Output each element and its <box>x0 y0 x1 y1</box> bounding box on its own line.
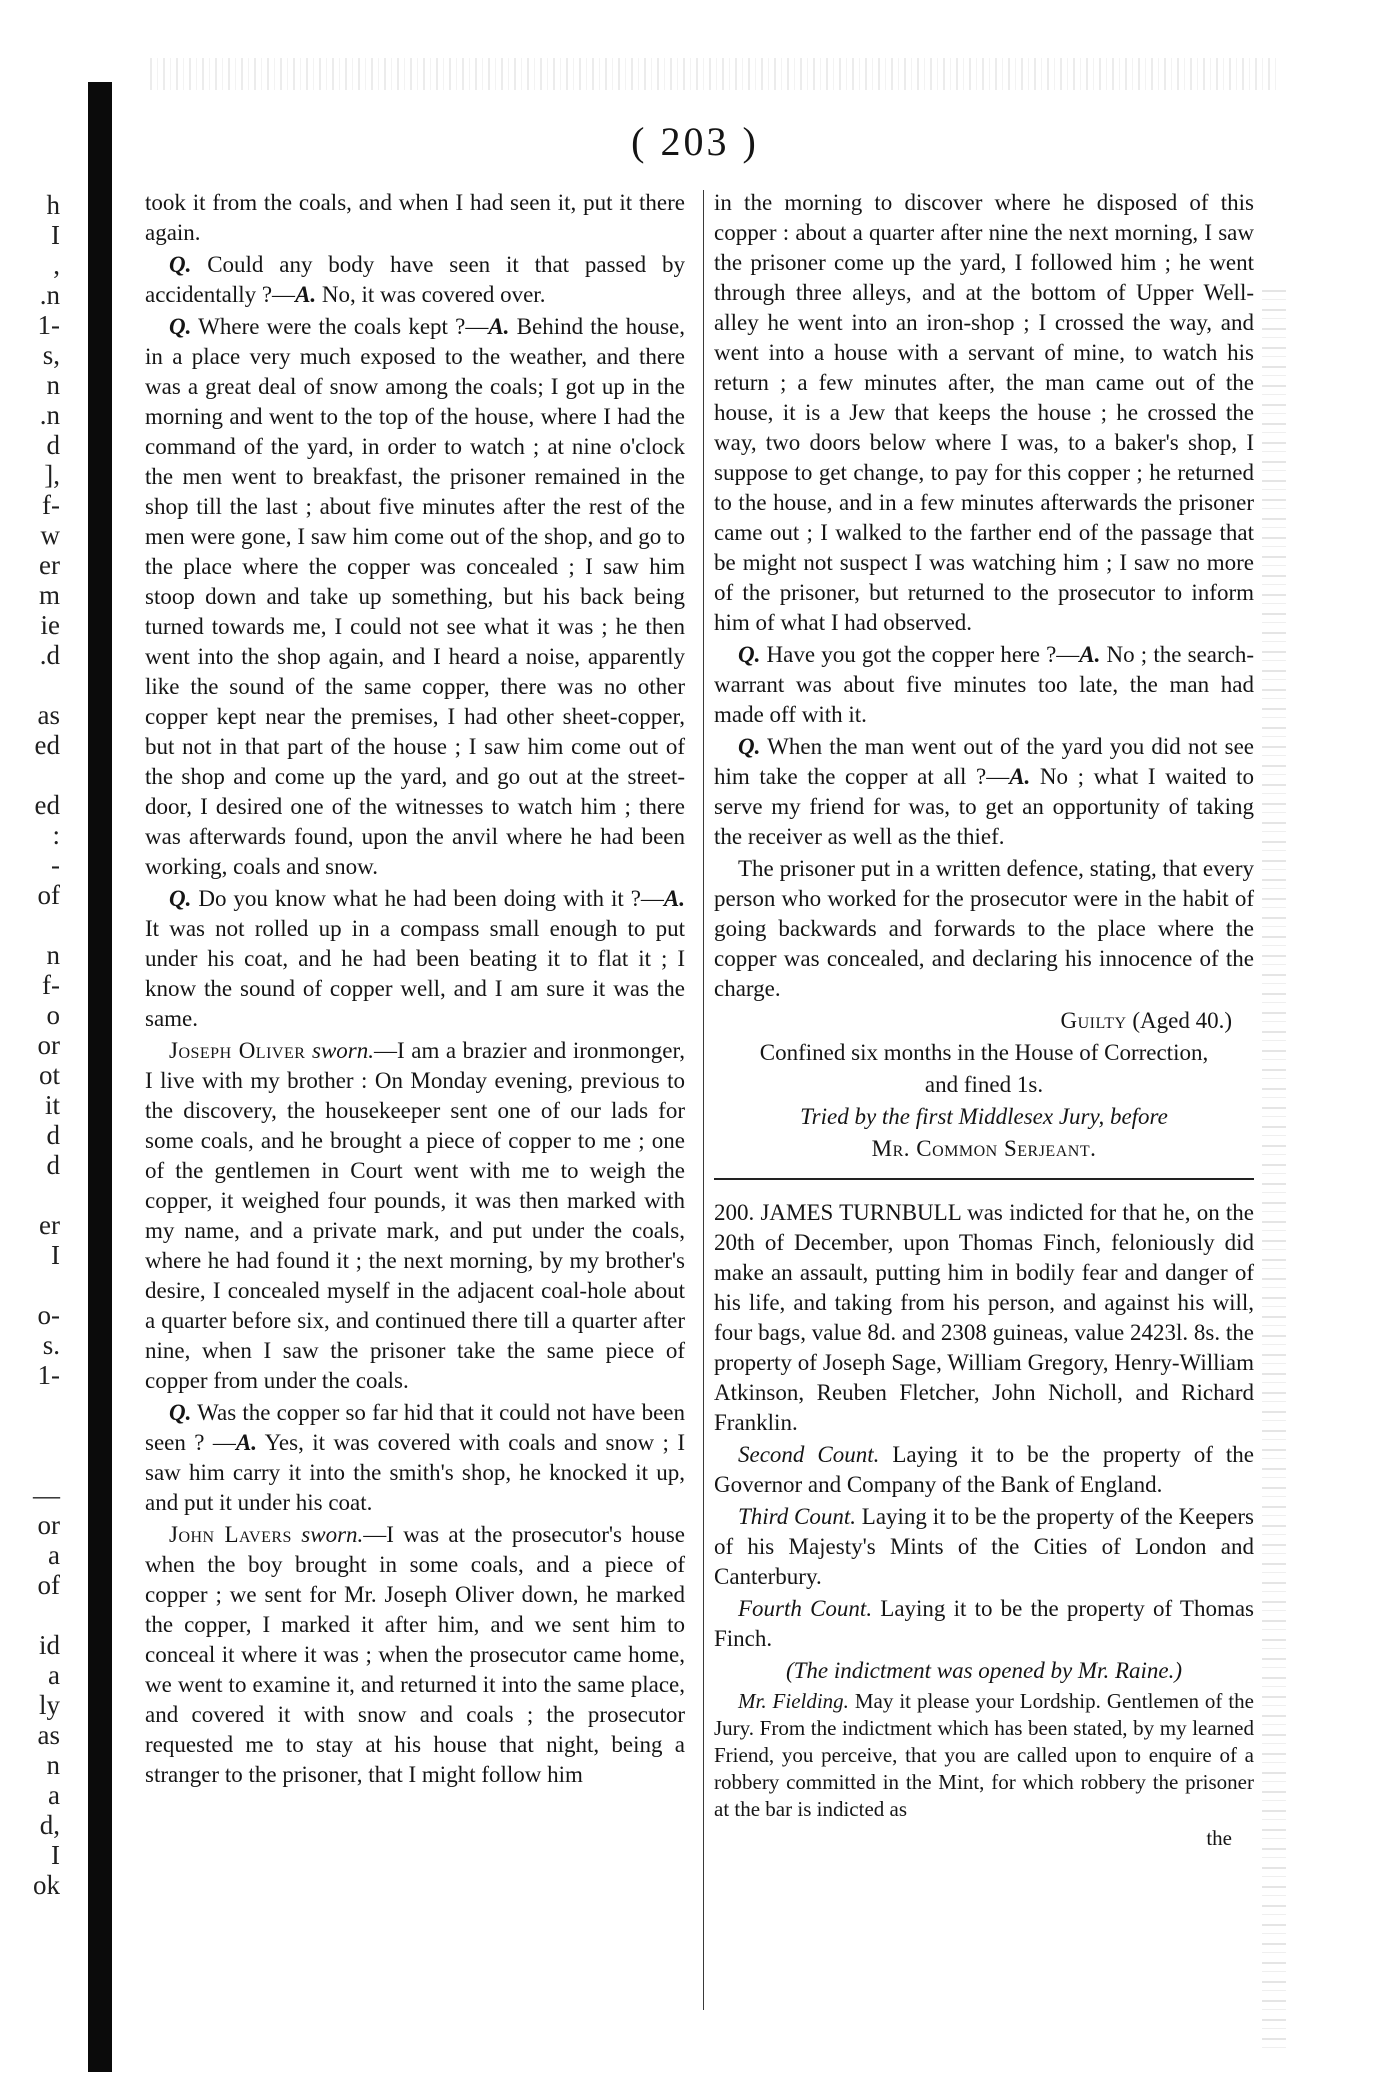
margin-fragment <box>0 1390 60 1420</box>
margin-fragment <box>0 1270 60 1300</box>
answer-marker: A. <box>663 886 685 911</box>
margin-fragment: or <box>37 1510 60 1540</box>
right-edge-scan-noise <box>1262 290 1286 2050</box>
margin-fragment: - <box>51 850 60 880</box>
sentence-fine: and fined 1s. <box>924 1072 1044 1097</box>
margin-fragment: id <box>38 1630 60 1660</box>
right-column-paragraph: Q. When the man went out of the yard you did not see him take the copper at all ?—A. No ; what I waited to serve my friend for was, to get an opportunity of taking the receiver as well as the thief. <box>714 734 1254 849</box>
margin-fragment <box>0 760 60 790</box>
margin-fragment <box>0 1180 60 1210</box>
count-label: Fourth Count. <box>738 1596 873 1621</box>
opened-by-note: (The indictment was opened by Mr. Raine.) <box>785 1658 1183 1683</box>
margin-fragment: m <box>38 580 60 610</box>
judge-line: Mr. Common Serjeant. <box>871 1136 1097 1161</box>
left-column-paragraph: Q. Do you know what he had been doing with it ?—A. It was not rolled up in a compass small enough to put under his coat, and he had been beating it to flat it ; I know the sound of copper well, and I am sure it was the same. <box>145 886 685 1031</box>
right-column-paragraph: The prisoner put in a written defence, stating, that every person who worked for the prosecutor were in the habit of going backwards and forwards to the place where the copper was concealed, and declaring his innocence of the charge. <box>714 856 1254 1001</box>
margin-fragment: s, <box>42 340 60 370</box>
sentence-line: Confined six months in the House of Correction, <box>759 1040 1209 1065</box>
case-200-indictment <box>714 1198 1254 1438</box>
right-column-testimony <box>714 188 1254 1004</box>
margin-fragment: it <box>44 1090 60 1120</box>
sworn-label: sworn. <box>312 1038 374 1063</box>
margin-fragment: er <box>39 1210 60 1240</box>
page-top-scan-noise <box>150 58 1280 90</box>
left-column-paragraph: Q. Was the copper so far hid that it could not have been seen ? —A. Yes, it was covered with coals and snow ; I saw him carry it into the smith's shop, he knocked it up, and put it under his coat. <box>145 1400 685 1515</box>
margin-fragment: 1- <box>37 310 60 340</box>
margin-fragment <box>0 1420 60 1450</box>
margin-fragment: d, <box>39 1810 60 1840</box>
indictment-count: Fourth Count. Laying it to be the property of Thomas Finch. <box>714 1596 1255 1651</box>
margin-fragment: s. <box>42 1330 60 1360</box>
count-label: Second Count. <box>738 1442 880 1467</box>
margin-fragment <box>0 910 60 940</box>
margin-fragment: d <box>46 430 60 460</box>
margin-fragment: I <box>51 1240 60 1270</box>
margin-fragment: 1- <box>37 1360 60 1390</box>
margin-fragment: ok <box>33 1870 60 1900</box>
margin-fragment: or <box>37 1030 60 1060</box>
margin-fragment: as <box>37 1720 60 1750</box>
margin-fragment: ot <box>38 1060 60 1090</box>
margin-fragment: n <box>46 1750 60 1780</box>
margin-fragment: a <box>48 1660 60 1690</box>
margin-fragment: I <box>51 220 60 250</box>
margin-fragment: f- <box>42 970 60 1000</box>
question-marker: Q. <box>169 886 192 911</box>
margin-fragment: d <box>46 1150 60 1180</box>
witness-name: Joseph Oliver <box>169 1038 306 1063</box>
margin-fragment: ly <box>38 1690 60 1720</box>
margin-fragment: d <box>46 1120 60 1150</box>
answer-marker: A. <box>488 314 510 339</box>
right-text-column <box>714 188 1254 1854</box>
answer-marker: A. <box>1009 764 1031 789</box>
counsel-name: Mr. Fielding. <box>738 1689 849 1713</box>
question-marker: Q. <box>169 1400 192 1425</box>
binding-shadow <box>88 82 112 2072</box>
margin-fragment: of <box>37 880 60 910</box>
left-column-paragraph: took it from the coals, and when I had seen it, put it there again. <box>145 190 685 245</box>
margin-fragment: ], <box>44 460 60 490</box>
section-divider <box>714 1178 1254 1180</box>
verdict-label: Guilty <box>1060 1008 1127 1033</box>
indictment-text: was indicted for that he, on the 20th of December, upon Thomas Finch, feloniously did make an assault, putting him in bodily fear and danger of his life, and taking from his person, and against his will, four bags, value 8d. and 2308 guineas, value 2423l. 8s. the property of Joseph Sage, William Gregory, Henry-William Atkinson, Reuben Fletcher, John Nicholl, and Richard Franklin. <box>714 1200 1255 1435</box>
column-divider <box>703 190 704 2010</box>
facing-page-margin-fragments <box>0 190 60 2040</box>
margin-fragment: .d <box>39 640 60 670</box>
verdict-line <box>714 1006 1254 1036</box>
margin-fragment: w <box>40 520 60 550</box>
margin-fragment: .n <box>39 280 60 310</box>
margin-fragment: a <box>48 1780 60 1810</box>
margin-fragment: ed <box>34 730 60 760</box>
margin-fragment: ed <box>34 790 60 820</box>
margin-fragment: a <box>48 1540 60 1570</box>
margin-fragment <box>0 1600 60 1630</box>
sworn-label: sworn. <box>301 1522 364 1547</box>
margin-fragment <box>0 670 60 700</box>
margin-fragment: n <box>46 940 60 970</box>
question-marker: Q. <box>169 314 192 339</box>
witness-name: John Lavers <box>169 1522 292 1547</box>
left-column-paragraph: Joseph Oliver sworn.—I am a brazier and ironmonger, I live with my brother : On Monday evening, previous to the discovery, the housekeeper sent one of our lads for some coals, and he brought a piece of copper to me ; one of the gentlemen in Court went with me to weigh the copper, it weighed four pounds, it was then marked with my name, and a private mark, and put under the coals, where he had found it ; the next morning, by my brother's desire, I concealed myself in the adjacent coal-hole about a quarter before six, and continued there till a quarter after nine, when I saw the prisoner take the same piece of copper from under the coals. <box>145 1038 686 1393</box>
left-column-paragraph: Q. Where were the coals kept ?—A. Behind the house, in a place very much exposed to the weather, and there was a great deal of snow among the coals; I got up in the morning and went to the top of the house, where I had the command of the yard, in order to watch ; at nine o'clock the men went to breakfast, the prisoner remained in the shop till the last ; about five minutes after the rest of the men were gone, I saw him come out of the shop, and go to the place where the copper was concealed ; I saw him stoop down and take up something, but his back being turned towards me, I could not see what it was ; he then went into the shop again, and I heard a noise, apparently like the sound of the same copper, there was no other copper kept near the premises, I had other sheet-copper, but not in that part of the house ; I saw him come out of the shop and come up the yard, and go out at the street-door, I desired one of the witnesses to watch him ; there was afterwards found, upon the anvil where he had been working, coals and snow. <box>145 314 686 879</box>
left-column-paragraph: Q. Could any body have seen it that passed by accidentally ?—A. No, it was covered over. <box>145 252 685 307</box>
indictment-count: Second Count. Laying it to be the property of the Governor and Company of the Bank of England. <box>714 1442 1254 1497</box>
margin-fragment: ie <box>40 610 60 640</box>
count-label: Third Count. <box>738 1504 857 1529</box>
catchword: the <box>1206 1826 1232 1850</box>
margin-fragment: h <box>46 190 60 220</box>
right-column-paragraph: Q. Have you got the copper here ?—A. No ; the search-warrant was about five minutes too late, the man had made off with it. <box>714 642 1254 727</box>
indictment-counts <box>714 1440 1254 1654</box>
margin-fragment: I <box>51 1840 60 1870</box>
page-number: ( 203 ) <box>631 119 759 164</box>
answer-marker: A. <box>295 282 317 307</box>
answer-marker: A. <box>1079 642 1101 667</box>
margin-fragment: of <box>37 1570 60 1600</box>
counsel-speech <box>714 1688 1254 1823</box>
margin-fragment: o <box>46 1000 60 1030</box>
left-text-column <box>145 188 685 1792</box>
question-marker: Q. <box>738 734 761 759</box>
margin-fragment <box>0 1450 60 1480</box>
question-marker: Q. <box>169 252 192 277</box>
case-number: 200. <box>714 1200 755 1225</box>
margin-fragment: — <box>33 1480 60 1510</box>
margin-fragment: as <box>37 700 60 730</box>
question-marker: Q. <box>738 642 761 667</box>
verdict-age: (Aged 40.) <box>1132 1008 1232 1033</box>
right-column-paragraph: in the morning to discover where he disposed of this copper : about a quarter after nine the next morning, I saw the prisoner come up the yard, I followed him ; he went through three alleys, and at the bottom of Upper Well-alley he went into an iron-shop ; I crossed the way, and went into a house with a servant of mine, to watch his return ; a few minutes after, the man came out of the house, it is a Jew that keeps the house ; he crossed the way, two doors below where I was, to a baker's shop, I suppose to get change, to pay for this copper ; he returned to the house, and in a few minutes afterwards the prisoner came out ; I walked to the farther end of the passage that be might not suspect I was watching him ; I saw no more of the prisoner, but returned to the prosecutor to inform him of what I had observed. <box>714 190 1254 635</box>
left-column-paragraph: John Lavers sworn.—I was at the prosecutor's house when the boy brought in some coals, and a piece of copper ; we sent for Mr. Joseph Oliver down, he marked the copper, I marked it after him, and we sent him to conceal it where it was ; when the prosecutor came home, we went to examine it, and returned it into the same place, and covered it with snow and coals ; the prosecutor requested me to stay at his house that night, being a stranger to the prisoner, that I might follow him <box>145 1522 686 1787</box>
margin-fragment: o- <box>37 1300 60 1330</box>
answer-marker: A. <box>235 1430 258 1455</box>
jury-line: Tried by the first Middlesex Jury, before <box>800 1104 1168 1129</box>
margin-fragment: n <box>46 370 60 400</box>
defendant-name: JAMES TURNBULL <box>760 1200 961 1225</box>
margin-fragment: .n <box>39 400 60 430</box>
indictment-count: Third Count. Laying it to be the property of the Keepers of his Majesty's Mints of the Cities of London and Canterbury. <box>714 1504 1254 1589</box>
margin-fragment: : <box>52 820 60 850</box>
margin-fragment: er <box>39 550 60 580</box>
counsel-text: May it please your Lordship. Gentlemen of the Jury. From the indictment which has been stated, by my learned Friend, you perceive, that you are called upon to enquire of a robbery committed in the Mint, for which robbery the prisoner at the bar is indicted as <box>714 1689 1254 1821</box>
margin-fragment: f- <box>42 490 60 520</box>
margin-fragment: , <box>53 250 60 280</box>
